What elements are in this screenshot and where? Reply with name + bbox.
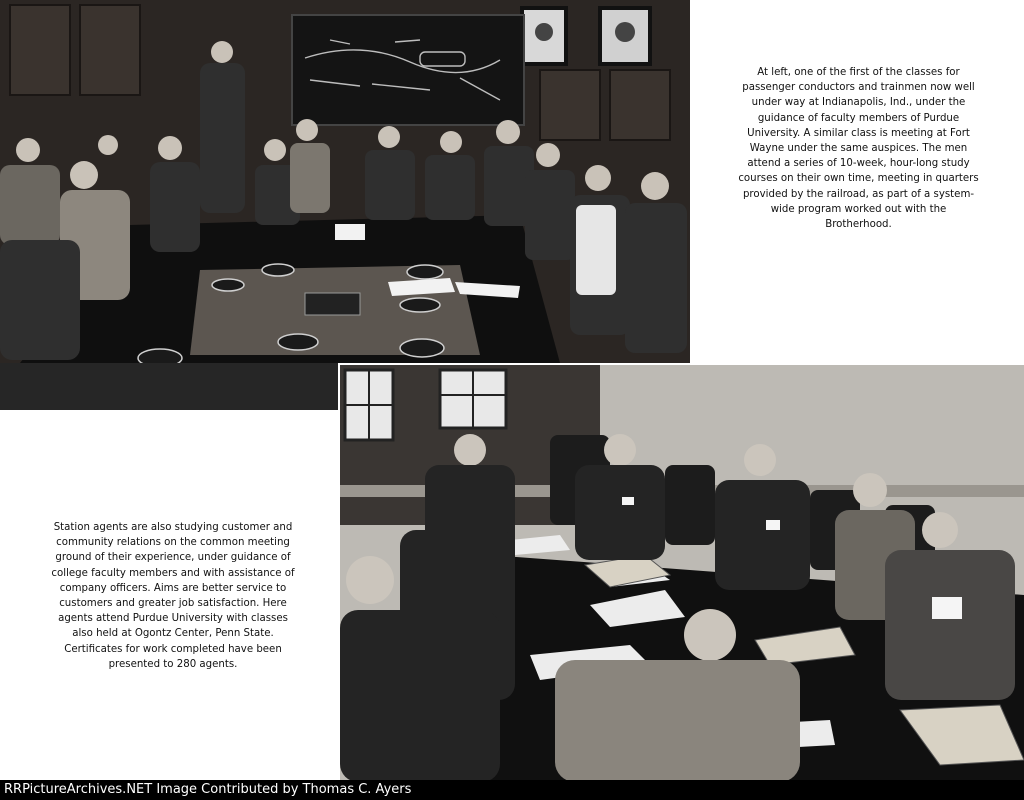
caption-station-agents: Station agents are also studying customer and community relations on the common meeting ground of their experience, under guidance of college faculty members and with assistance of company officers. Aims are better service to customers and greater job satisfaction. Here agents attend Purdue University with classes also held at Ogontz Center, Penn State. Certificates for work completed have been presented to 280 agents.	[51, 522, 295, 670]
photo-station-agents-meeting	[340, 365, 1024, 782]
caption-conductors-class: At left, one of the first of the classes for passenger conductors and trainmen now well under way at Indianapolis, Ind., under the guidance of faculty members of Purdue University. A similar class is meeting at Fort Wayne under the same auspices. The men attend a series of 10-week, hour-long study courses on their own time, meeting in quarters provided by the railroad, as part of a system-wide program worked out with the Brotherhood.	[738, 67, 979, 231]
station-agents-photo-icon	[340, 365, 1024, 782]
photo-conductors-class	[0, 0, 690, 363]
conductors-class-photo-icon	[0, 0, 690, 363]
image-credit-bar: RRPictureArchives.NET Image Contributed by Thomas C. Ayers	[0, 780, 1024, 800]
photo-conductors-class-extension	[0, 363, 338, 410]
